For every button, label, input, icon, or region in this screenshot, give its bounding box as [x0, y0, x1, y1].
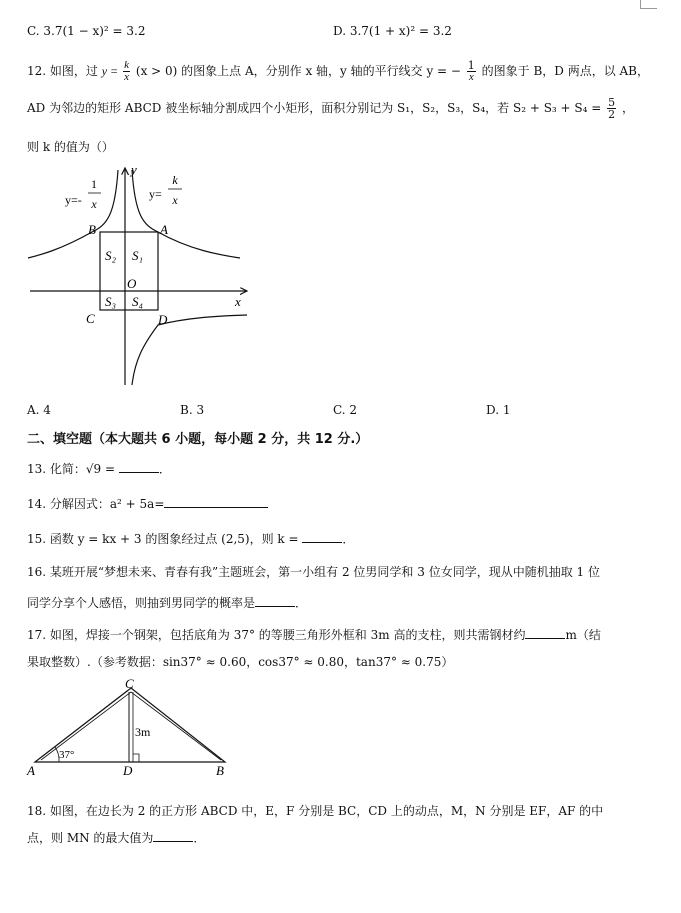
q12-frac2-num: 1 [467, 59, 475, 72]
label-right-curve-pre: y= [149, 187, 162, 201]
q12-intro: 12. 如图，过 [27, 64, 98, 78]
q12-frac3-den: 2 [608, 108, 616, 121]
q12-option-b: B. 3 [180, 403, 205, 417]
label-s2: S₂ [105, 248, 117, 263]
q15-answer-blank[interactable] [302, 532, 342, 543]
q14-text: 14. 分解因式：a² + 5a= [27, 497, 165, 511]
q17-answer-blank[interactable] [525, 628, 565, 639]
q12-frac-den: x [124, 71, 130, 83]
q12-option-d: D. 1 [486, 403, 511, 417]
q12-line-2 [27, 97, 634, 120]
q12-option-a: A. 4 [27, 403, 51, 417]
q16-line-2 [27, 594, 307, 611]
q11-option-d: D. 3.7(1 + x)² = 3.2 [333, 24, 452, 38]
q13-answer-blank[interactable] [119, 462, 159, 473]
label-point-d: D [123, 763, 133, 778]
label-point-a: A [27, 763, 35, 778]
q11-option-c: C. 3.7(1 − x)² = 3.2 [27, 24, 146, 38]
label-s1: S₁ [132, 248, 144, 263]
label-height-3m: 3m [135, 725, 151, 739]
q18-answer-blank[interactable] [153, 831, 193, 842]
q18-line-1: 18. 如图，在边长为 2 的正方形 ABCD 中，E，F 分别是 BC，CD 上的动点，M，N 分别是 EF，AF 的中 [27, 804, 604, 818]
label-point-b: B [88, 222, 96, 237]
label-point-c: C [125, 678, 134, 691]
q18-line-2 [27, 829, 205, 846]
section-2-title: 二、填空题（本大题共 6 小题，每小题 2 分，共 12 分.） [27, 432, 369, 447]
q16-text: 同学分享个人感悟，则抽到男同学的概率是 [27, 596, 256, 610]
q15 [27, 530, 354, 547]
label-y-axis: y [131, 162, 137, 177]
q12-frac2-den: x [468, 71, 474, 83]
q12-line-3: 则 k 的值为（） [27, 140, 114, 154]
label-x-axis: x [235, 294, 241, 309]
label-point-b: B [216, 763, 224, 778]
q12-line2-end: ， [621, 101, 634, 115]
q12-intro-c: 的图象于 B，D 两点，以 AB， [481, 64, 649, 78]
q12-func-lhs: y = [101, 64, 122, 78]
q16-answer-blank[interactable] [255, 596, 295, 607]
q14-answer-blank[interactable] [164, 497, 268, 508]
q17-line-1 [27, 626, 601, 643]
curve-neg-1-over-x-q2 [28, 170, 118, 258]
q14 [27, 495, 268, 512]
q12-option-c: C. 2 [333, 403, 358, 417]
q15-text: 15. 函数 y = kx + 3 的图象经过点 (2,5)，则 k = [27, 532, 303, 546]
q12-frac-num: k [124, 59, 130, 71]
q12-frac-5-over-2 [607, 97, 616, 120]
label-left-den: x [91, 197, 97, 211]
q16-end: ． [295, 596, 308, 610]
q12-line2-text: AD 为邻边的矩形 ABCD 被坐标轴分割成四个小矩形，面积分别记为 S₁，S₂，S₃，S₄，若 S₂ + S₃ + S₄ = [27, 101, 606, 115]
label-s4: S₄ [132, 294, 144, 309]
curve-neg-1-over-x-q4 [132, 315, 247, 385]
label-point-a: A [160, 222, 168, 237]
q12-intro-b: (x > 0) 的图象上点 A，分别作 x 轴，y 轴的平行线交 y = − [135, 64, 461, 78]
q16-line-1: 16. 某班开展“梦想未来、青春有我”主题班会，第一小组有 2 位男同学和 3 位女同学，现从中随机抽取 1 位 [27, 565, 600, 579]
label-point-c: C [86, 311, 95, 326]
q12-frac-k-over-x [123, 60, 130, 83]
q17-line-2: 果取整数）.（参考数据：sin37° ≈ 0.60，cos37° ≈ 0.80，tan37° ≈ 0.75） [27, 655, 454, 669]
label-left-num: 1 [91, 177, 97, 191]
label-s3: S₃ [105, 294, 117, 309]
q17-line1-end: m（结 [565, 628, 601, 642]
q15-end: ． [342, 532, 355, 546]
label-left-curve-pre: y=- [65, 193, 82, 207]
curve-k-over-x-q1 [132, 170, 240, 258]
q13 [27, 460, 171, 477]
q13-text: 13. 化简：√9 = [27, 462, 119, 476]
q12-frac3-num: 5 [608, 96, 616, 109]
q18-text: 点，则 MN 的最大值为 [27, 831, 154, 845]
q13-end: ． [158, 462, 171, 476]
label-point-d: D [158, 312, 168, 327]
label-right-den: x [172, 193, 178, 207]
label-right-num: k [172, 173, 178, 187]
q12-line-1 [27, 60, 649, 83]
q12-graph [25, 160, 265, 390]
page-corner-mark [640, 0, 657, 9]
q12-frac-1-over-x [467, 60, 476, 83]
label-angle-37: 37° [59, 749, 75, 761]
q17-text: 17. 如图，焊接一个钢架，包括底角为 37° 的等腰三角形外框和 3m 高的支柱，则共需钢材约 [27, 628, 526, 642]
q18-end: ． [193, 831, 206, 845]
label-origin: O [127, 276, 137, 291]
right-angle-mark [133, 754, 139, 762]
q17-triangle-figure [25, 678, 235, 778]
